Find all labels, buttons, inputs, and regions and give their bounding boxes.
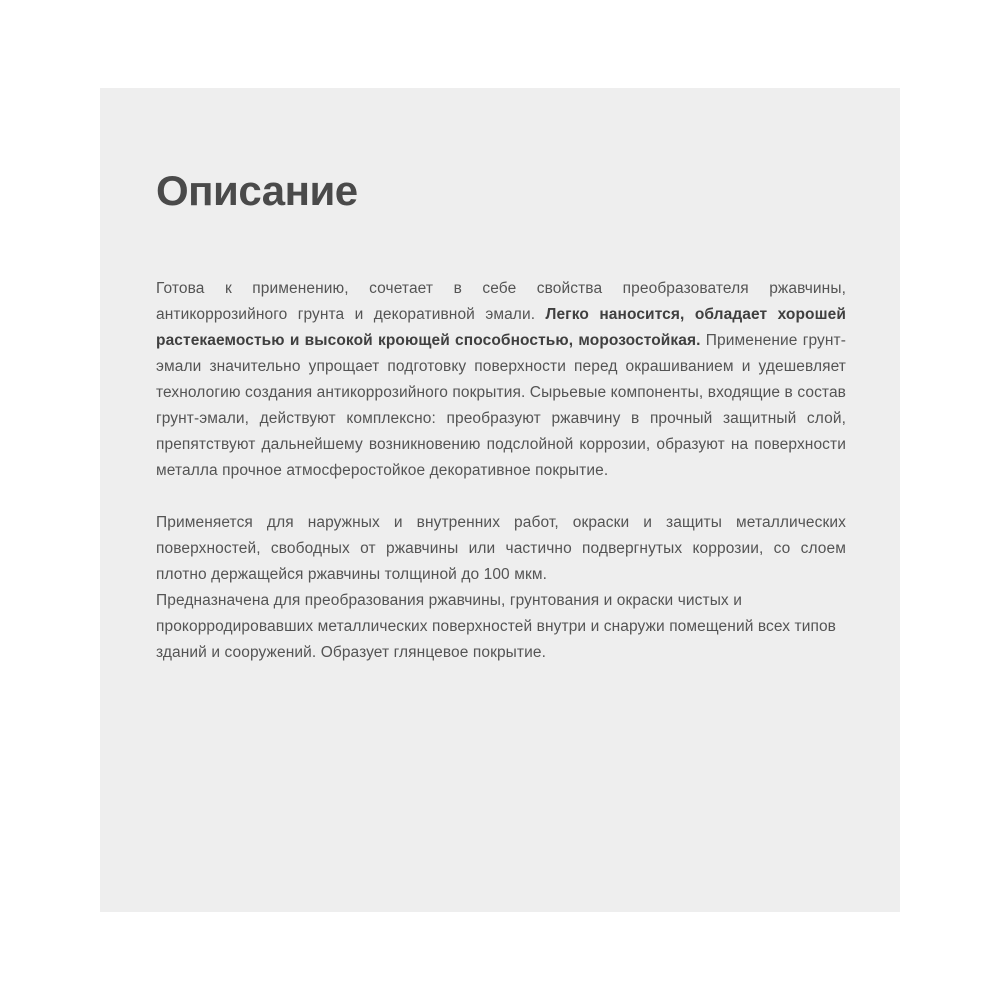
- paragraph-intro: [156, 276, 846, 484]
- paragraph-intro-segment-2-bold: Легко наносится, обладает хорошей растекаемостью и высокой кроющей способностью, морозостойкая.: [156, 306, 846, 350]
- paragraph-intro-segment-1: Готова к применению, сочетает в себе свойства преобразователя ржавчины, антикоррозийного грунта и декоративной эмали.: [156, 280, 846, 324]
- paragraph-application: [156, 510, 846, 588]
- description-content: [156, 168, 846, 666]
- page-title: Описание: [156, 167, 358, 214]
- paragraph-intro-segment-3: Применение грунт-эмали значительно упрощает подготовку поверхности перед окрашиванием и удешевляет технологию создания антикоррозийного покрытия. Сырьевые компоненты, входящие в состав грунт-эмали, действуют комплексно: преобразуют ржавчину в прочный защитный слой, препятствуют дальнейшему возникновению подслойной коррозии, образуют на поверхности металла прочное атмосферостойкое декоративное покрытие.: [156, 332, 846, 480]
- paragraph-purpose: [156, 588, 846, 666]
- paragraph-application-text: Применяется для наружных и внутренних работ, окраски и защиты металлических поверхностей, свободных от ржавчины или частично подвергнутых коррозии, со слоем плотно держащейся ржавчины толщиной до 100 мкм.: [156, 514, 846, 584]
- description-card: [100, 88, 900, 912]
- paragraph-purpose-text: Предназначена для преобразования ржавчины, грунтования и окраски чистых и прокорродировавших металлических поверхностей внутри и снаружи помещений всех типов зданий и сооружений. Образует глянцевое покрытие.: [156, 592, 837, 662]
